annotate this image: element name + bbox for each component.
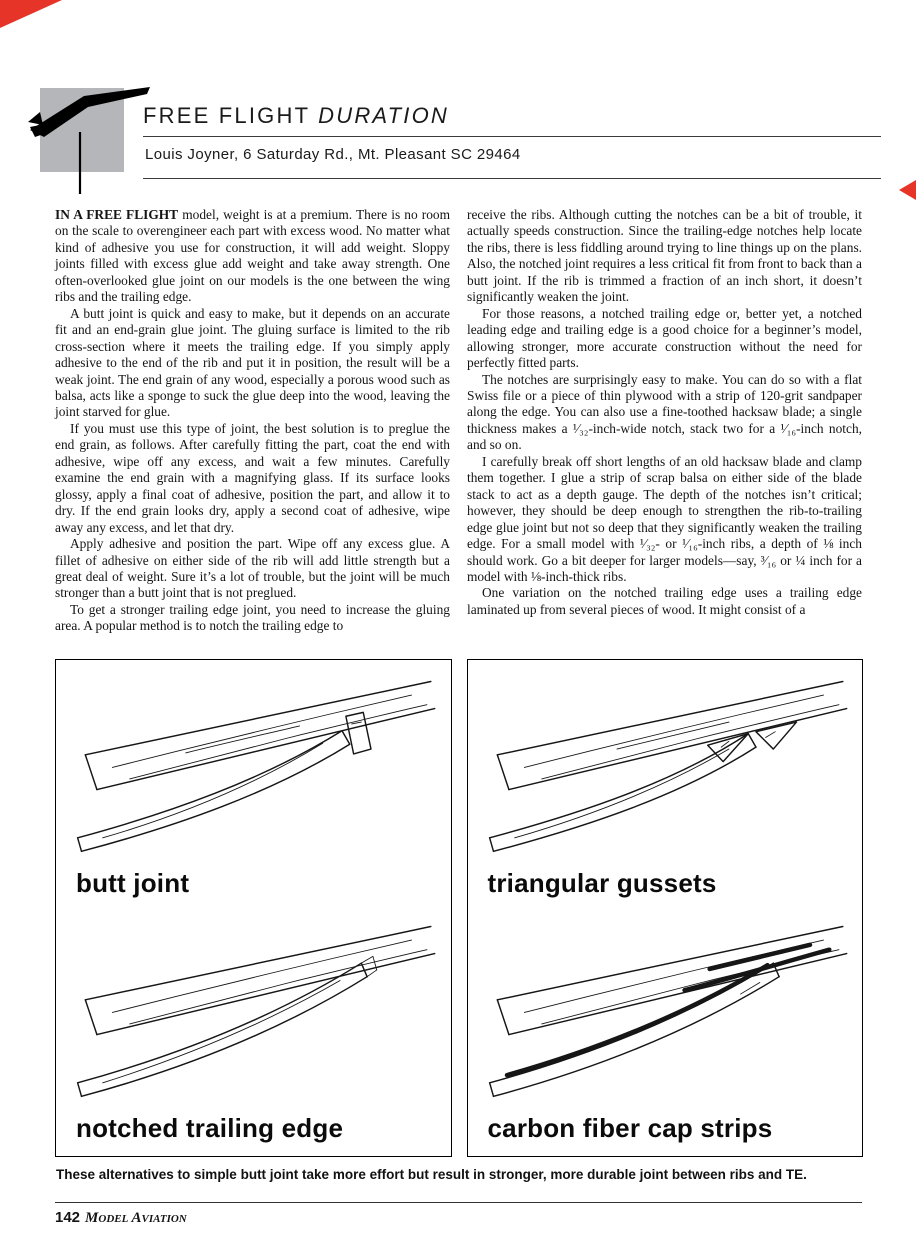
paragraph — [55, 207, 450, 306]
footer-rule — [55, 1202, 862, 1203]
paragraph: Apply adhesive and position the part. Wipe off any excess glue. A fillet of adhesive on either side of the rib will add little strength but a great deal of weight. Sure it’s a lot of trouble, but the joint will be much stronger than a butt joint that is not preglued. — [55, 536, 450, 601]
article-body — [55, 207, 863, 635]
paragraph: To get a stronger trailing edge joint, you need to increase the gluing area. A popular method is to notch the trailing edge to — [55, 601, 450, 634]
page-number: 142 — [55, 1209, 81, 1226]
glider-icon — [28, 80, 160, 198]
paragraph: The notches are surprisingly easy to make. You can do so with a flat Swiss file or a piece of thin plywood with a strip of 120-grit sandpaper along the edge. You can also use a fine-toothed hacksaw blade; a single thickness makes a ¹⁄₃₂-inch-wide notch, stack two for a ¹⁄₁₆-inch notch, and so on. — [467, 371, 862, 453]
figure-label-notched-trailing-edge: notched trailing edge — [76, 1112, 344, 1143]
figure-panel-left — [55, 659, 452, 1157]
masthead — [143, 103, 881, 179]
column-logo — [28, 80, 160, 198]
figure-panel-right — [467, 659, 864, 1157]
notched-trailing-edge-sketch — [64, 913, 443, 1106]
page-footer — [55, 1209, 187, 1227]
title-italic: DURATION — [318, 103, 449, 128]
lead-in: IN A FREE FLIGHT — [55, 207, 179, 222]
joint-figure — [55, 659, 863, 1157]
corner-accent-triangle — [0, 0, 62, 28]
column-right — [467, 207, 862, 635]
paragraph: For those reasons, a notched trailing edge or, better yet, a notched leading edge and trailing edge is a good choice for a beginner’s model, allowing stronger, more accurate construction without the need for perfectly fitted parts. — [467, 305, 862, 371]
figure-label-carbon-fiber-cap-strips: carbon fiber cap strips — [487, 1112, 773, 1143]
paragraph: One variation on the notched trailing edge uses a trailing edge laminated up from several pieces of wood. It might consist of a — [467, 585, 862, 617]
butt-joint-sketch — [64, 668, 443, 861]
title-regular: FREE FLIGHT — [143, 103, 319, 128]
paragraph: I carefully break off short lengths of an old hacksaw blade and clamp them together. I glue a strip of scrap balsa on either side of the blade stack to act as a depth gauge. The depth of the notches isn’t critical; however, they should be deep enough to strengthen the rib-to-trailing edge glue joint but not so deep that they significantly weaken the trailing edge. For a small model with ¹⁄₃₂- or ¹⁄₁₆-inch ribs, a depth of ⅛ inch should work. Go a bit deeper for larger models—say, ³⁄₁₆ or ¼ inch for a model with ⅛-inch-thick ribs. — [467, 453, 862, 584]
triangular-gussets-sketch — [476, 668, 855, 861]
column-title — [143, 103, 881, 129]
paragraph-text: model, weight is at a premium. There is no room on the scale to overengineer each part with excess wood. No matter what kind of adhesive you use for construction, it will add weight. Sloppy joints filled with excess glue add weight and take away strength. One often-overlooked glue joint on our models is the one between the wing ribs and the trailing edge. — [55, 207, 450, 305]
paragraph: receive the ribs. Although cutting the notches can be a bit of trouble, it actually speeds construction. Since the trailing-edge notches help locate the ribs, there is less fiddling around trying to line things up on the plans. Also, the notched joint requires a less critical fit from front to back than a butt joint. If the rib is trimmed a fraction of an inch short, it doesn’t significantly weaken the joint. — [467, 207, 862, 305]
figure-label-butt-joint: butt joint — [76, 867, 190, 898]
edge-accent-triangle — [899, 180, 916, 200]
magazine-name: Model Aviation — [85, 1210, 187, 1226]
column-left — [55, 207, 450, 635]
figure-label-triangular-gussets: triangular gussets — [487, 867, 717, 898]
paragraph: If you must use this type of joint, the best solution is to preglue the end grain, as follows. After carefully fitting the part, coat the end with adhesive, wipe off any excess, and wait a few minutes. Carefully examine the end grain with a magnifying glass. If its surface looks glossy, apply a final coat of adhesive, position the part, and allow it to dry. If the end grain looks dry, apply a second coat of adhesive, wipe away any excess, and let that dry. — [55, 420, 450, 535]
carbon-fiber-cap-strips-sketch — [476, 913, 855, 1106]
byline: Louis Joyner, 6 Saturday Rd., Mt. Pleasant SC 29464 — [145, 146, 521, 163]
figure-caption: These alternatives to simple butt joint take more effort but result in stronger, more durable joint between ribs and TE. — [56, 1167, 807, 1182]
paragraph: A butt joint is quick and easy to make, but it depends on an accurate fit and an end-grain glue joint. The gluing surface is limited to the rib cross-section where it meets the trailing edge. If you simply apply adhesive to the end of the rib and put it in position, the result will be a weak joint. The end grain of any wood, especially a porous wood such as balsa, acts like a sponge to suck the glue deep into the wood, leaving the joint starved for glue. — [55, 305, 450, 420]
byline-rule — [143, 178, 881, 179]
